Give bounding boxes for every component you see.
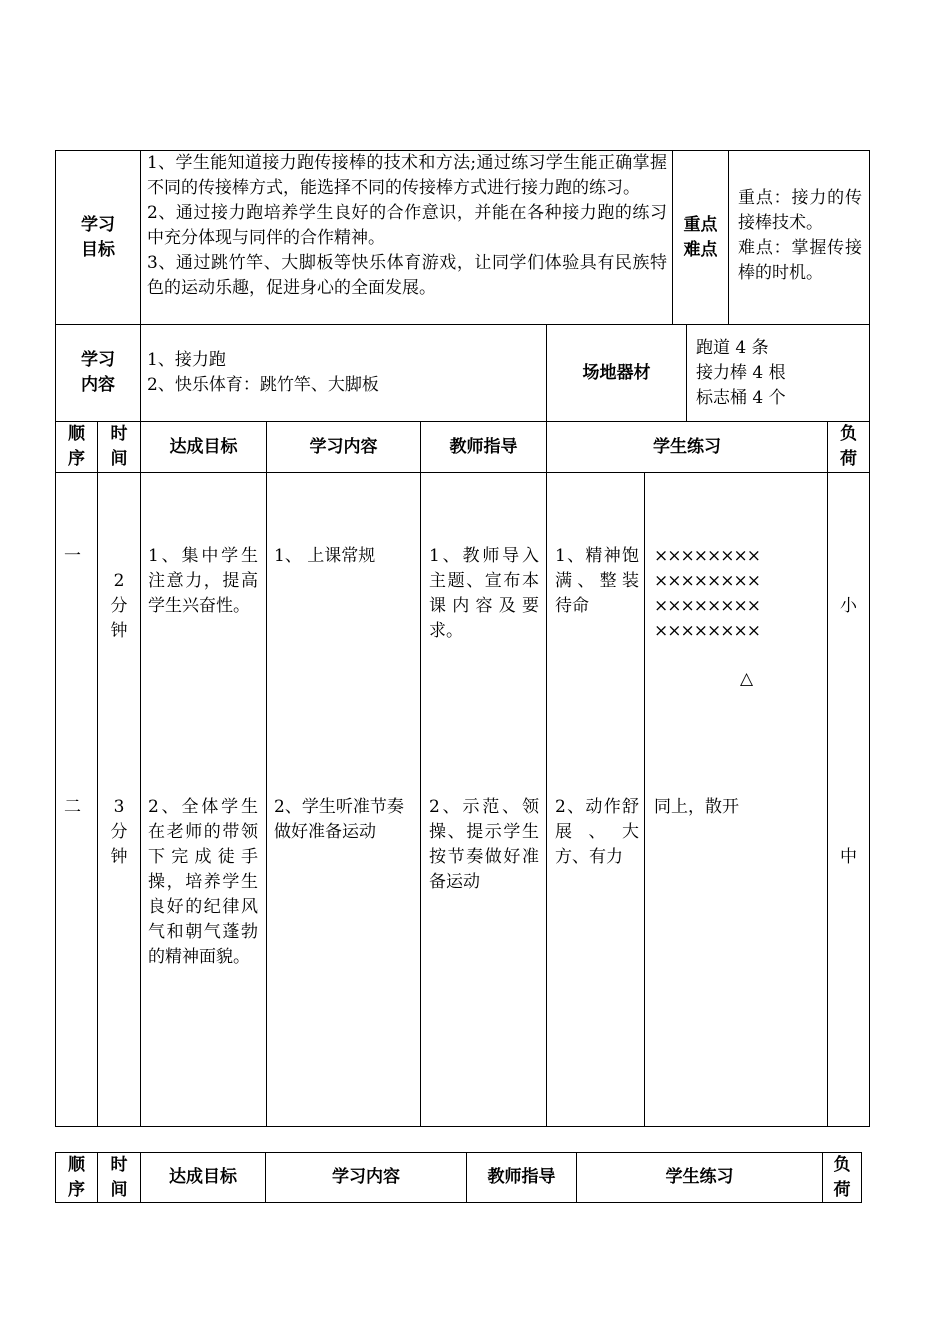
header-load: 负 荷 — [840, 424, 857, 469]
row2-teacher: 2、示范、领操、提示学生按节奏做好准备运动 — [429, 797, 539, 892]
equipment-label: 场地器材 — [582, 362, 651, 383]
row1-teacher: 1、教师导入主题、宣布本课内容及要求。 — [429, 546, 539, 641]
content-label: 学习 内容 — [81, 350, 115, 395]
row1-order: 一 — [64, 546, 81, 566]
goal-label: 学习 目标 — [81, 214, 115, 260]
row2-load: 中 — [840, 847, 857, 867]
row1-goal: 1、集中学生注意力，提高学生兴奋性。 — [148, 546, 258, 616]
header-content: 学习内容 — [309, 436, 378, 457]
header2-time: 时 间 — [110, 1154, 128, 1200]
goal-text: 1、学生能知道接力跑传接棒的技术和方法;通过练习学生能正确掌握不同的传接棒方式，能选择不同的传接棒方式进行接力跑的练习。 2、通过接力跑培养学生良好的合作意识，并能在各种接力跑的练习中充分体现与同伴的合作精神。 3、通过跳竹竿、大脚板等快乐体育游戏，让同学们体验具有民族特色的运动乐趣，促进身心的全面发展。 — [147, 153, 667, 298]
row1-formation: ×××××××× ×××××××× ×××××××× ×××××××× — [654, 546, 760, 641]
header-time: 时 间 — [110, 424, 128, 469]
row1-student: 1、精神饱满、整装待命 — [555, 546, 639, 616]
row1-content: 1、 上课常规 — [274, 546, 376, 566]
row1-time: 2 分 钟 — [110, 571, 128, 641]
header2-load: 负 荷 — [833, 1154, 851, 1200]
header2-student: 学生练习 — [665, 1167, 734, 1187]
header2-order: 顺 序 — [68, 1154, 85, 1200]
header-goal: 达成目标 — [169, 436, 238, 457]
row2-content: 2、学生听准节奏做好准备运动 — [274, 797, 404, 842]
row2-student: 2、动作舒展、大方、有力 — [555, 797, 639, 867]
row1-load: 小 — [840, 596, 857, 616]
row2-goal: 2、全体学生在老师的带领下完成徒手操，培养学生良好的纪律风气和朝气蓬勃的精神面貌。 — [148, 797, 258, 967]
equipment-text: 跑道 4 条 接力棒 4 根 标志桶 4 个 — [696, 338, 786, 408]
content-text: 1、接力跑 2、快乐体育：跳竹竿、大脚板 — [147, 350, 379, 395]
header-teacher: 教师指导 — [449, 436, 518, 457]
header2-teacher: 教师指导 — [487, 1167, 556, 1187]
header-order: 顺 序 — [68, 424, 85, 469]
row2-time: 3 分 钟 — [110, 797, 128, 867]
header2-content: 学习内容 — [332, 1167, 400, 1187]
row2-order: 二 — [64, 797, 81, 817]
teacher-position-mark: △ — [740, 669, 754, 689]
header-student: 学生练习 — [653, 436, 721, 457]
header2-goal: 达成目标 — [169, 1167, 237, 1187]
row2-formation: 同上，散开 — [654, 797, 739, 817]
key-points-label: 重点 难点 — [683, 214, 718, 260]
key-points-text: 重点：接力的传接棒技术。 难点：掌握传接棒的时机。 — [738, 188, 862, 283]
